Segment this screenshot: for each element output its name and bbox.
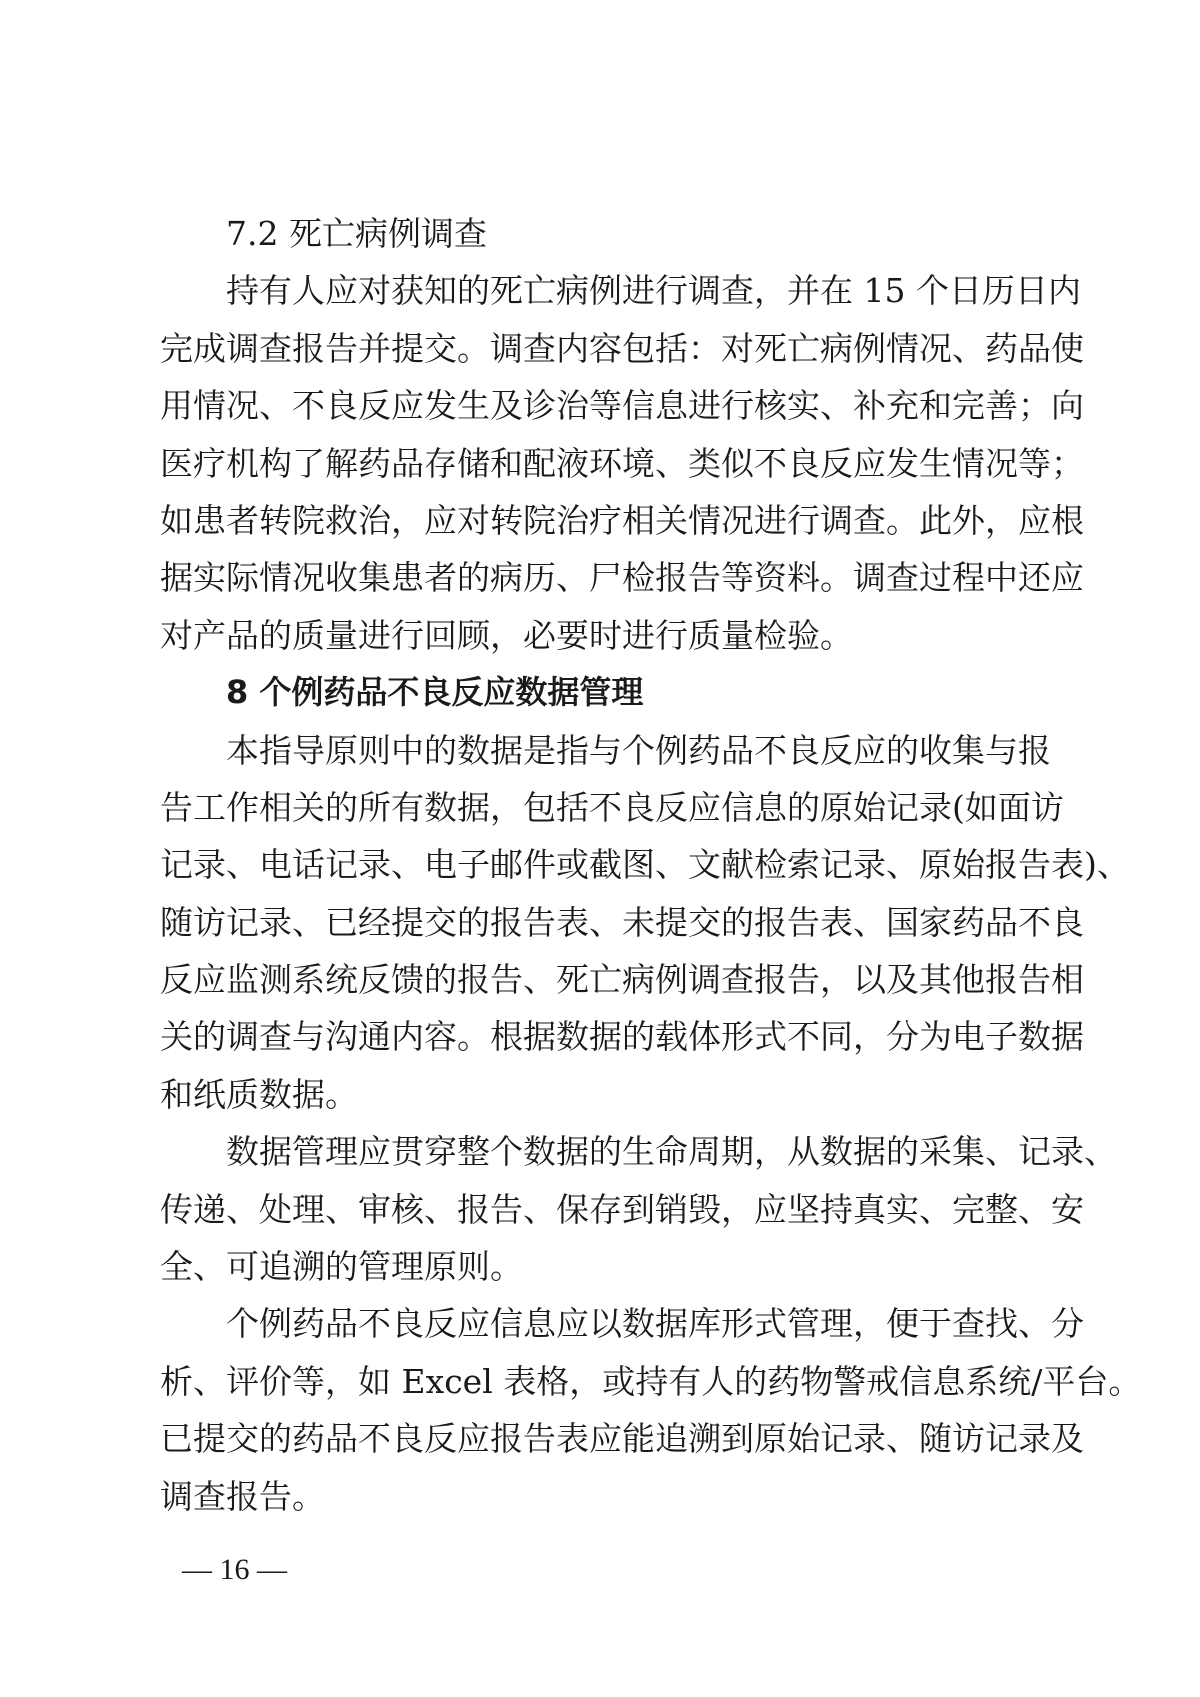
paragraph-line: 医疗机构了解药品存储和配液环境、类似不良反应发生情况等；	[160, 443, 1084, 483]
paragraph-death-case-investigation	[160, 262, 1084, 664]
paragraph-line: 和纸质数据。	[160, 1074, 358, 1114]
paragraph-line: 传递、处理、审核、报告、保存到销毁，应坚持真实、完整、安	[160, 1189, 1084, 1229]
paragraph-line: 随访记录、已经提交的报告表、未提交的报告表、国家药品不良	[160, 902, 1084, 942]
paragraph-line: 个例药品不良反应信息应以数据库形式管理，便于查找、分	[226, 1304, 1084, 1344]
paragraph-line: 本指导原则中的数据是指与个例药品不良反应的收集与报	[226, 730, 1051, 770]
paragraph-line: 关的调查与沟通内容。根据数据的载体形式不同，分为电子数据	[160, 1017, 1084, 1057]
paragraph-line: 完成调查报告并提交。调查内容包括：对死亡病例情况、药品使	[160, 328, 1084, 368]
paragraph-line: 告工作相关的所有数据，包括不良反应信息的原始记录(如面访	[160, 787, 1064, 827]
section-heading-7-2: 7.2 死亡病例调查	[226, 214, 487, 253]
page-number: — 16 —	[182, 1553, 287, 1586]
section-heading-8: 8 个例药品不良反应数据管理	[226, 673, 644, 712]
paragraph-database-management	[160, 1295, 1142, 1525]
paragraph-line: 记录、电话记录、电子邮件或截图、文献检索记录、原始报告表)、	[160, 845, 1130, 885]
paragraph-line: 已提交的药品不良反应报告表应能追溯到原始记录、随访记录及	[160, 1419, 1084, 1459]
paragraph-line: 数据管理应贯穿整个数据的生命周期，从数据的采集、记录、	[226, 1132, 1117, 1172]
paragraph-line: 调查报告。	[160, 1476, 325, 1516]
paragraph-line: 如患者转院救治，应对转院治疗相关情况进行调查。此外，应根	[160, 500, 1084, 540]
paragraph-line: 对产品的质量进行回顾，必要时进行质量检验。	[160, 615, 853, 655]
paragraph-data-definition	[160, 722, 1130, 1124]
paragraph-line: 全、可追溯的管理原则。	[160, 1247, 523, 1287]
paragraph-data-lifecycle	[160, 1123, 1117, 1295]
paragraph-line: 用情况、不良反应发生及诊治等信息进行核实、补充和完善；向	[160, 386, 1084, 426]
document-page	[160, 205, 1142, 1525]
paragraph-line: 持有人应对获知的死亡病例进行调查，并在 15 个日历日内	[226, 271, 1081, 311]
paragraph-line: 析、评价等，如 Excel 表格，或持有人的药物警戒信息系统/平台。	[160, 1361, 1142, 1401]
paragraph-line: 反应监测系统反馈的报告、死亡病例调查报告，以及其他报告相	[160, 960, 1084, 1000]
paragraph-line: 据实际情况收集患者的病历、尸检报告等资料。调查过程中还应	[160, 558, 1084, 598]
